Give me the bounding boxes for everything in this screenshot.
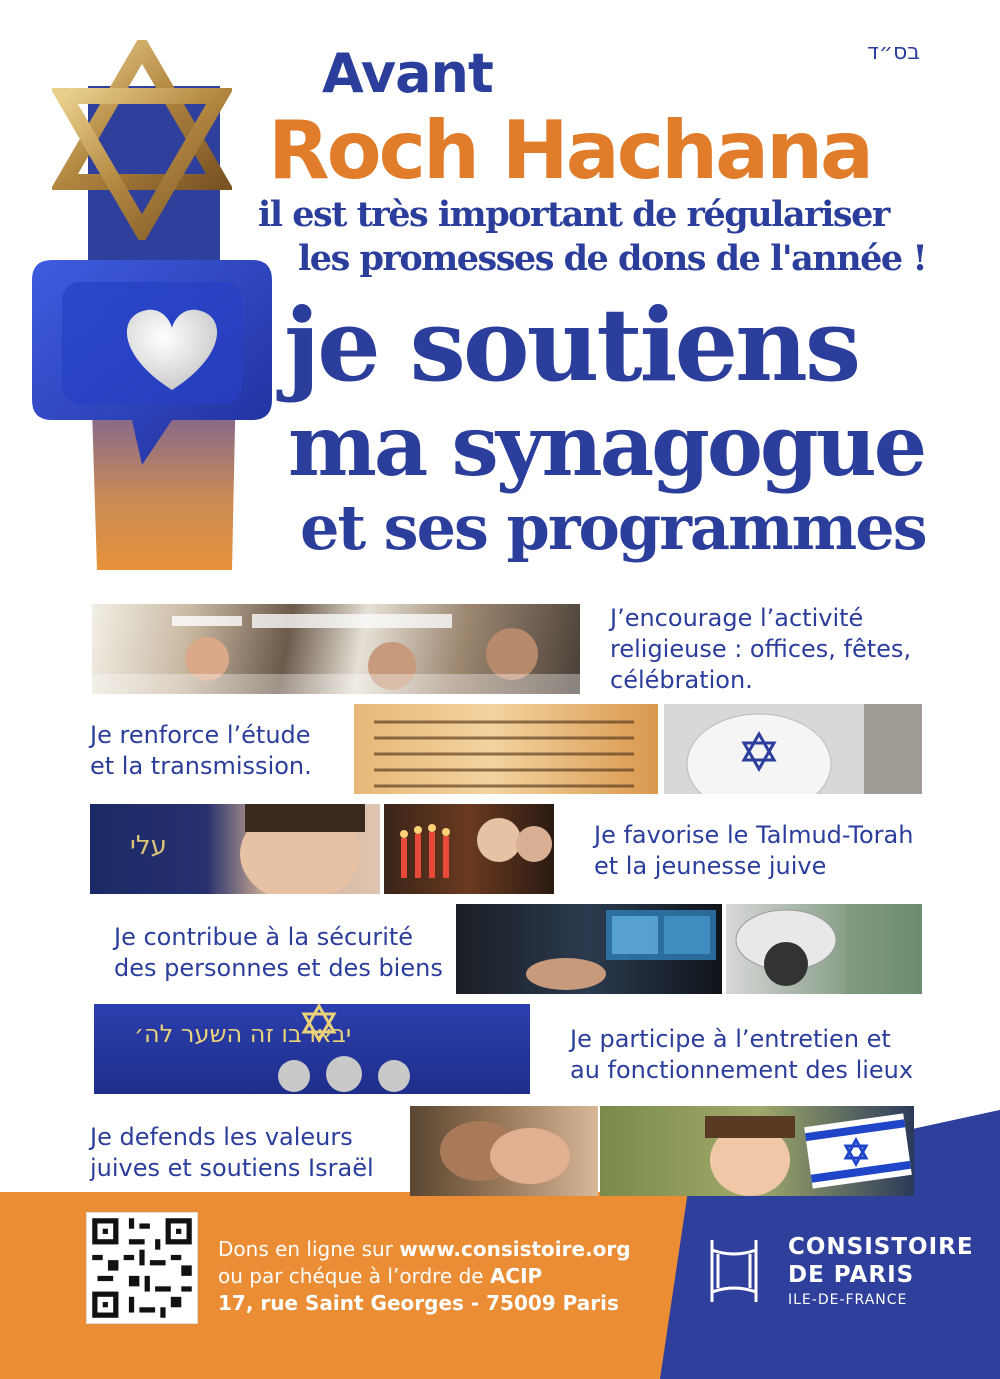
org-line-3: ILE-DE-FRANCE — [788, 1292, 908, 1308]
torah-crowns-velvet-icon — [94, 1004, 530, 1094]
photo-kippah — [664, 704, 922, 794]
kippah-star-icon — [664, 704, 922, 794]
donation-address — [218, 1290, 631, 1317]
photo-prayer-crowd — [92, 604, 580, 694]
photo-holding-hands — [410, 1106, 598, 1196]
hebrew-mark: בס״ד — [866, 40, 920, 65]
item-6-text — [90, 1122, 374, 1184]
photo-girl-flag — [600, 1106, 914, 1196]
item-1-line-2: religieuse : offices, fêtes, — [610, 635, 912, 663]
item-4-text — [114, 922, 443, 984]
item-2-line-1: Je renforce l’étude — [90, 721, 311, 749]
girl-israel-flag-icon — [600, 1106, 914, 1196]
hanukkah-candles-icon — [384, 804, 554, 894]
donation-line-1 — [218, 1236, 631, 1263]
photo-security-monitors — [456, 904, 722, 994]
photo-torah-crowns — [94, 1004, 530, 1094]
item-2-text — [90, 720, 312, 782]
photo-hebrew-scroll — [354, 704, 658, 794]
qr-code-icon — [87, 1213, 197, 1323]
item-3-line-1: Je favorise le Talmud-Torah — [594, 821, 914, 849]
item-5-line-1: Je participe à l’entretien et — [570, 1025, 891, 1053]
donation-info — [218, 1236, 631, 1317]
item-1-line-1: J’encourage l’activité — [610, 604, 864, 632]
item-6-line-1: Je defends les valeurs — [90, 1123, 353, 1151]
organization-name — [788, 1234, 974, 1308]
heading-roch-hachana: Roch Hachana — [268, 104, 872, 197]
cctv-camera-icon — [726, 904, 922, 994]
svg-text:עלי: עלי — [130, 831, 167, 861]
star-of-david-icon — [52, 40, 232, 240]
item-4-line-1: Je contribue à la sécurité — [114, 923, 414, 951]
svg-text:יבאו בו זה השער לה׳: יבאו בו זה השער לה׳ — [134, 1020, 352, 1048]
torah-scroll-logo-icon — [704, 1236, 764, 1306]
donation-line-2-prefix: ou par chéque à l’ordre de — [218, 1264, 490, 1288]
holding-hands-icon — [410, 1106, 598, 1196]
photo-hanukkah — [384, 804, 554, 894]
donation-line-2 — [218, 1263, 631, 1290]
donation-line-1-prefix: Dons en ligne sur — [218, 1237, 400, 1261]
address-text: 17, rue Saint Georges - 75009 Paris — [218, 1291, 619, 1315]
item-1-text — [610, 603, 911, 696]
website-link[interactable]: www.consistoire.org — [399, 1237, 631, 1261]
photo-cctv — [726, 904, 922, 994]
headline-line-2: ma synagogue — [288, 396, 925, 495]
tallit-prayer-crowd-icon — [92, 604, 580, 694]
subheading-line-1: il est très important de régulariser — [258, 194, 889, 235]
item-2-line-2: et la transmission. — [90, 752, 312, 780]
photo-child-torah — [90, 804, 380, 894]
hebrew-scroll-icon — [354, 704, 658, 794]
qr-code[interactable] — [86, 1212, 198, 1324]
item-5-line-2: au fonctionnement des lieux — [570, 1056, 914, 1084]
item-3-text — [594, 820, 913, 882]
item-1-line-3: célébration. — [610, 666, 753, 694]
like-bubble-icon — [22, 240, 282, 480]
payee-name: ACIP — [489, 1264, 543, 1288]
subheading-line-2: les promesses de dons de l'année ! — [298, 238, 927, 279]
item-6-line-2: juives et soutiens Israël — [90, 1154, 374, 1182]
heading-avant: Avant — [322, 42, 493, 105]
headline-line-1: je soutiens — [284, 286, 859, 404]
item-5-text — [570, 1024, 913, 1086]
child-torah-icon — [90, 804, 380, 894]
headline-line-3: et ses programmes — [300, 491, 926, 564]
org-line-1: CONSISTOIRE — [788, 1234, 974, 1260]
item-4-line-2: des personnes et des biens — [114, 954, 443, 982]
item-3-line-2: et la jeunesse juive — [594, 852, 827, 880]
org-line-2: DE PARIS — [788, 1262, 915, 1288]
security-monitors-icon — [456, 904, 722, 994]
